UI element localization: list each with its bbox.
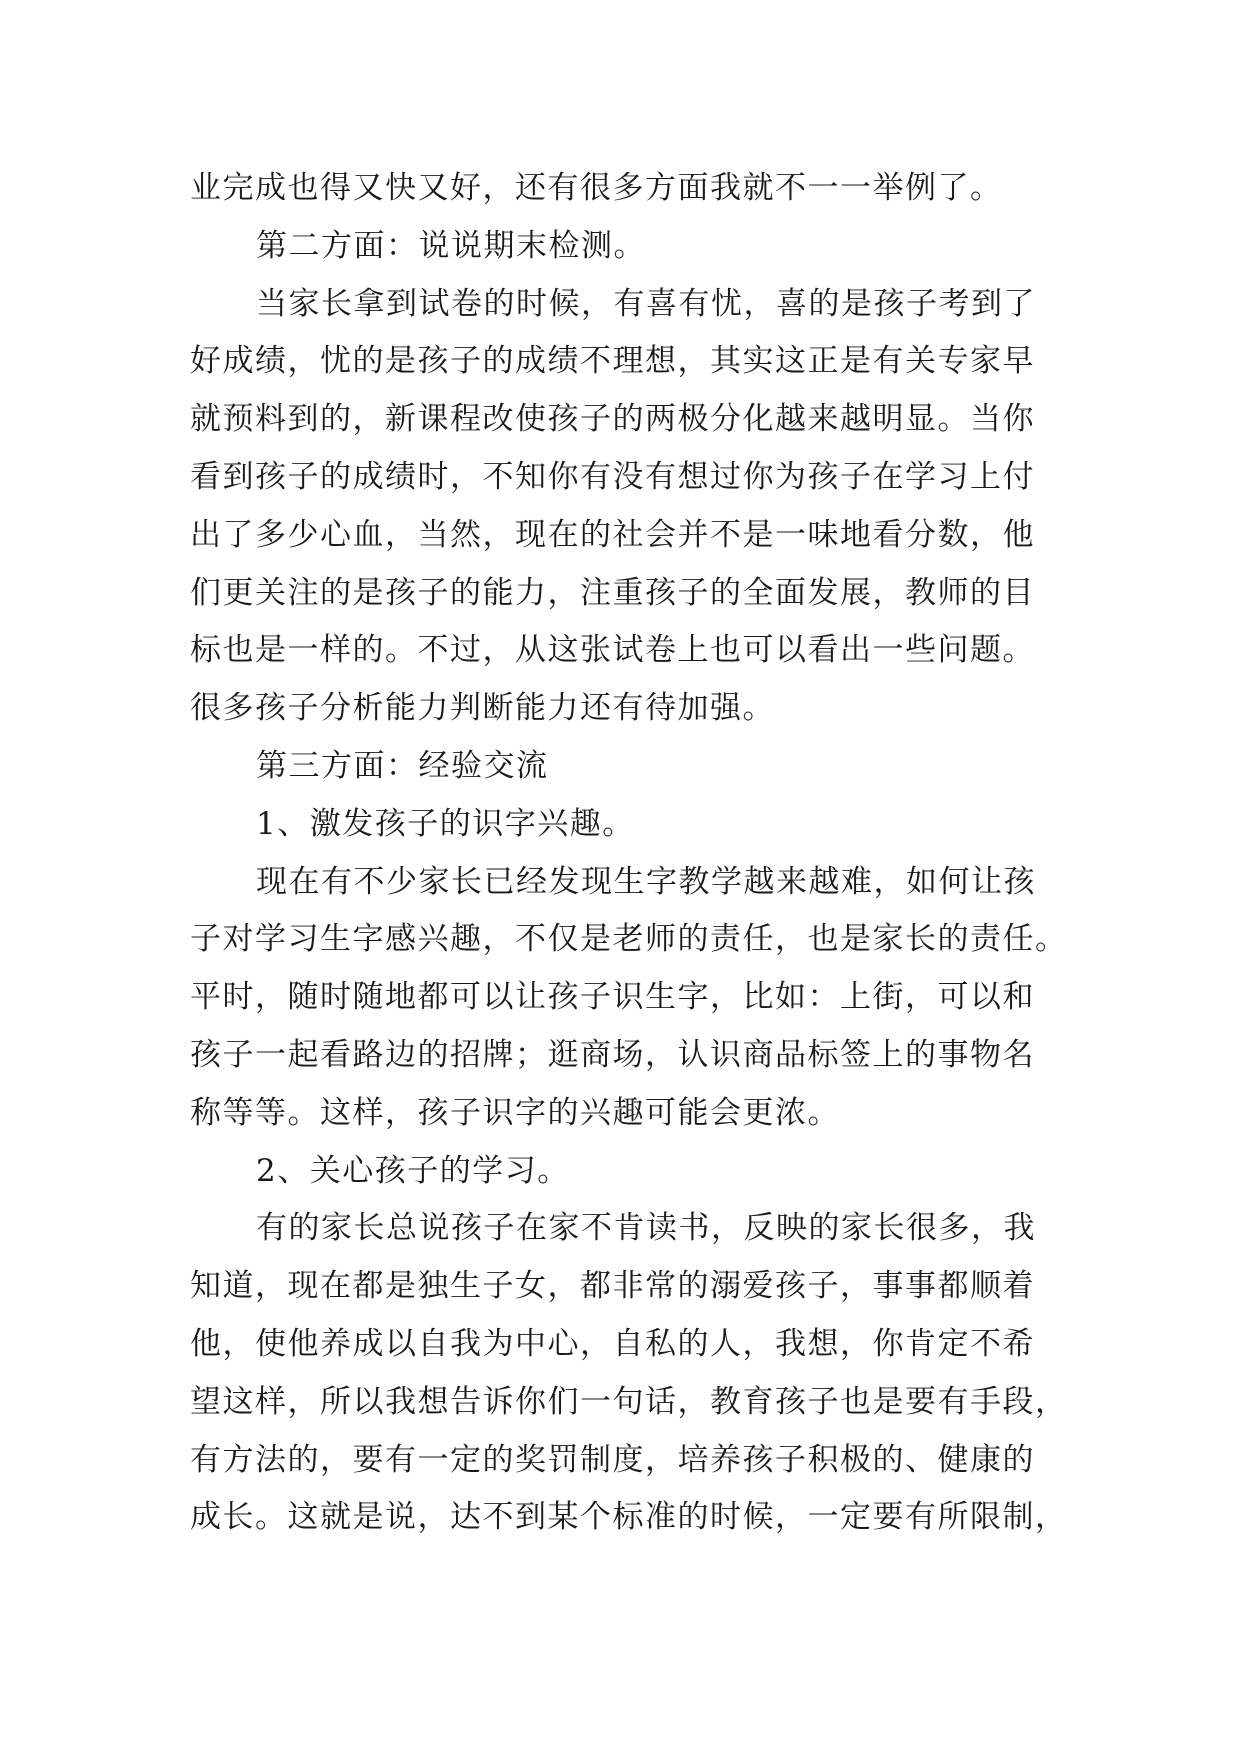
text-line: 称等等。这样，孩子识字的兴趣可能会更浓。: [190, 1094, 840, 1131]
text-line: 成长。这就是说，达不到某个标准的时候，一定要有所限制，: [190, 1499, 1068, 1536]
text-line: 有的家长总说孩子在家不肯读书，反映的家长很多，我: [256, 1210, 1036, 1247]
body-text: [190, 160, 1068, 1547]
text-line: 他，使他养成以自我为中心，自私的人，我想，你肯定不希: [190, 1325, 1035, 1362]
text-line: 1、激发孩子的识字兴趣。: [256, 805, 635, 842]
text-line: 就预料到的，新课程改使孩子的两极分化越来越明显。当你: [190, 401, 1035, 438]
text-line: 出了多少心血，当然，现在的社会并不是一味地看分数，他: [190, 516, 1035, 553]
text-line: 很多孩子分析能力判断能力还有待加强。: [190, 690, 775, 727]
text-line: 第三方面：经验交流: [256, 747, 549, 784]
text-line: 当家长拿到试卷的时候，有喜有忧，喜的是孩子考到了: [256, 285, 1036, 322]
text-line: 望这样，所以我想告诉你们一句话，教育孩子也是要有手段，: [190, 1383, 1068, 1420]
text-line: 孩子一起看路边的招牌；逛商场，认识商品标签上的事物名: [190, 1036, 1035, 1073]
text-line: 2、关心孩子的学习。: [256, 1152, 570, 1189]
text-line: 现在有不少家长已经发现生字教学越来越难，如何让孩: [256, 863, 1036, 900]
text-line: 平时，随时随地都可以让孩子识生字，比如：上街，可以和: [190, 979, 1035, 1016]
text-line: 第二方面：说说期末检测。: [256, 227, 646, 264]
text-line: 们更关注的是孩子的能力，注重孩子的全面发展，教师的目: [190, 574, 1035, 611]
text-line: 子对学习生字感兴趣，不仅是老师的责任，也是家长的责任。: [190, 921, 1068, 958]
text-line: 知道，现在都是独生子女，都非常的溺爱孩子，事事都顺着: [190, 1268, 1035, 1305]
text-line: 好成绩，忧的是孩子的成绩不理想，其实这正是有关专家早: [190, 343, 1035, 380]
text-line: 有方法的，要有一定的奖罚制度，培养孩子积极的、健康的: [190, 1441, 1035, 1478]
text-line: 看到孩子的成绩时，不知你有没有想过你为孩子在学习上付: [190, 458, 1035, 495]
text-line: 业完成也得又快又好，还有很多方面我就不一一举例了。: [190, 170, 1003, 206]
text-line: 标也是一样的。不过，从这张试卷上也可以看出一些问题。: [190, 632, 1035, 669]
